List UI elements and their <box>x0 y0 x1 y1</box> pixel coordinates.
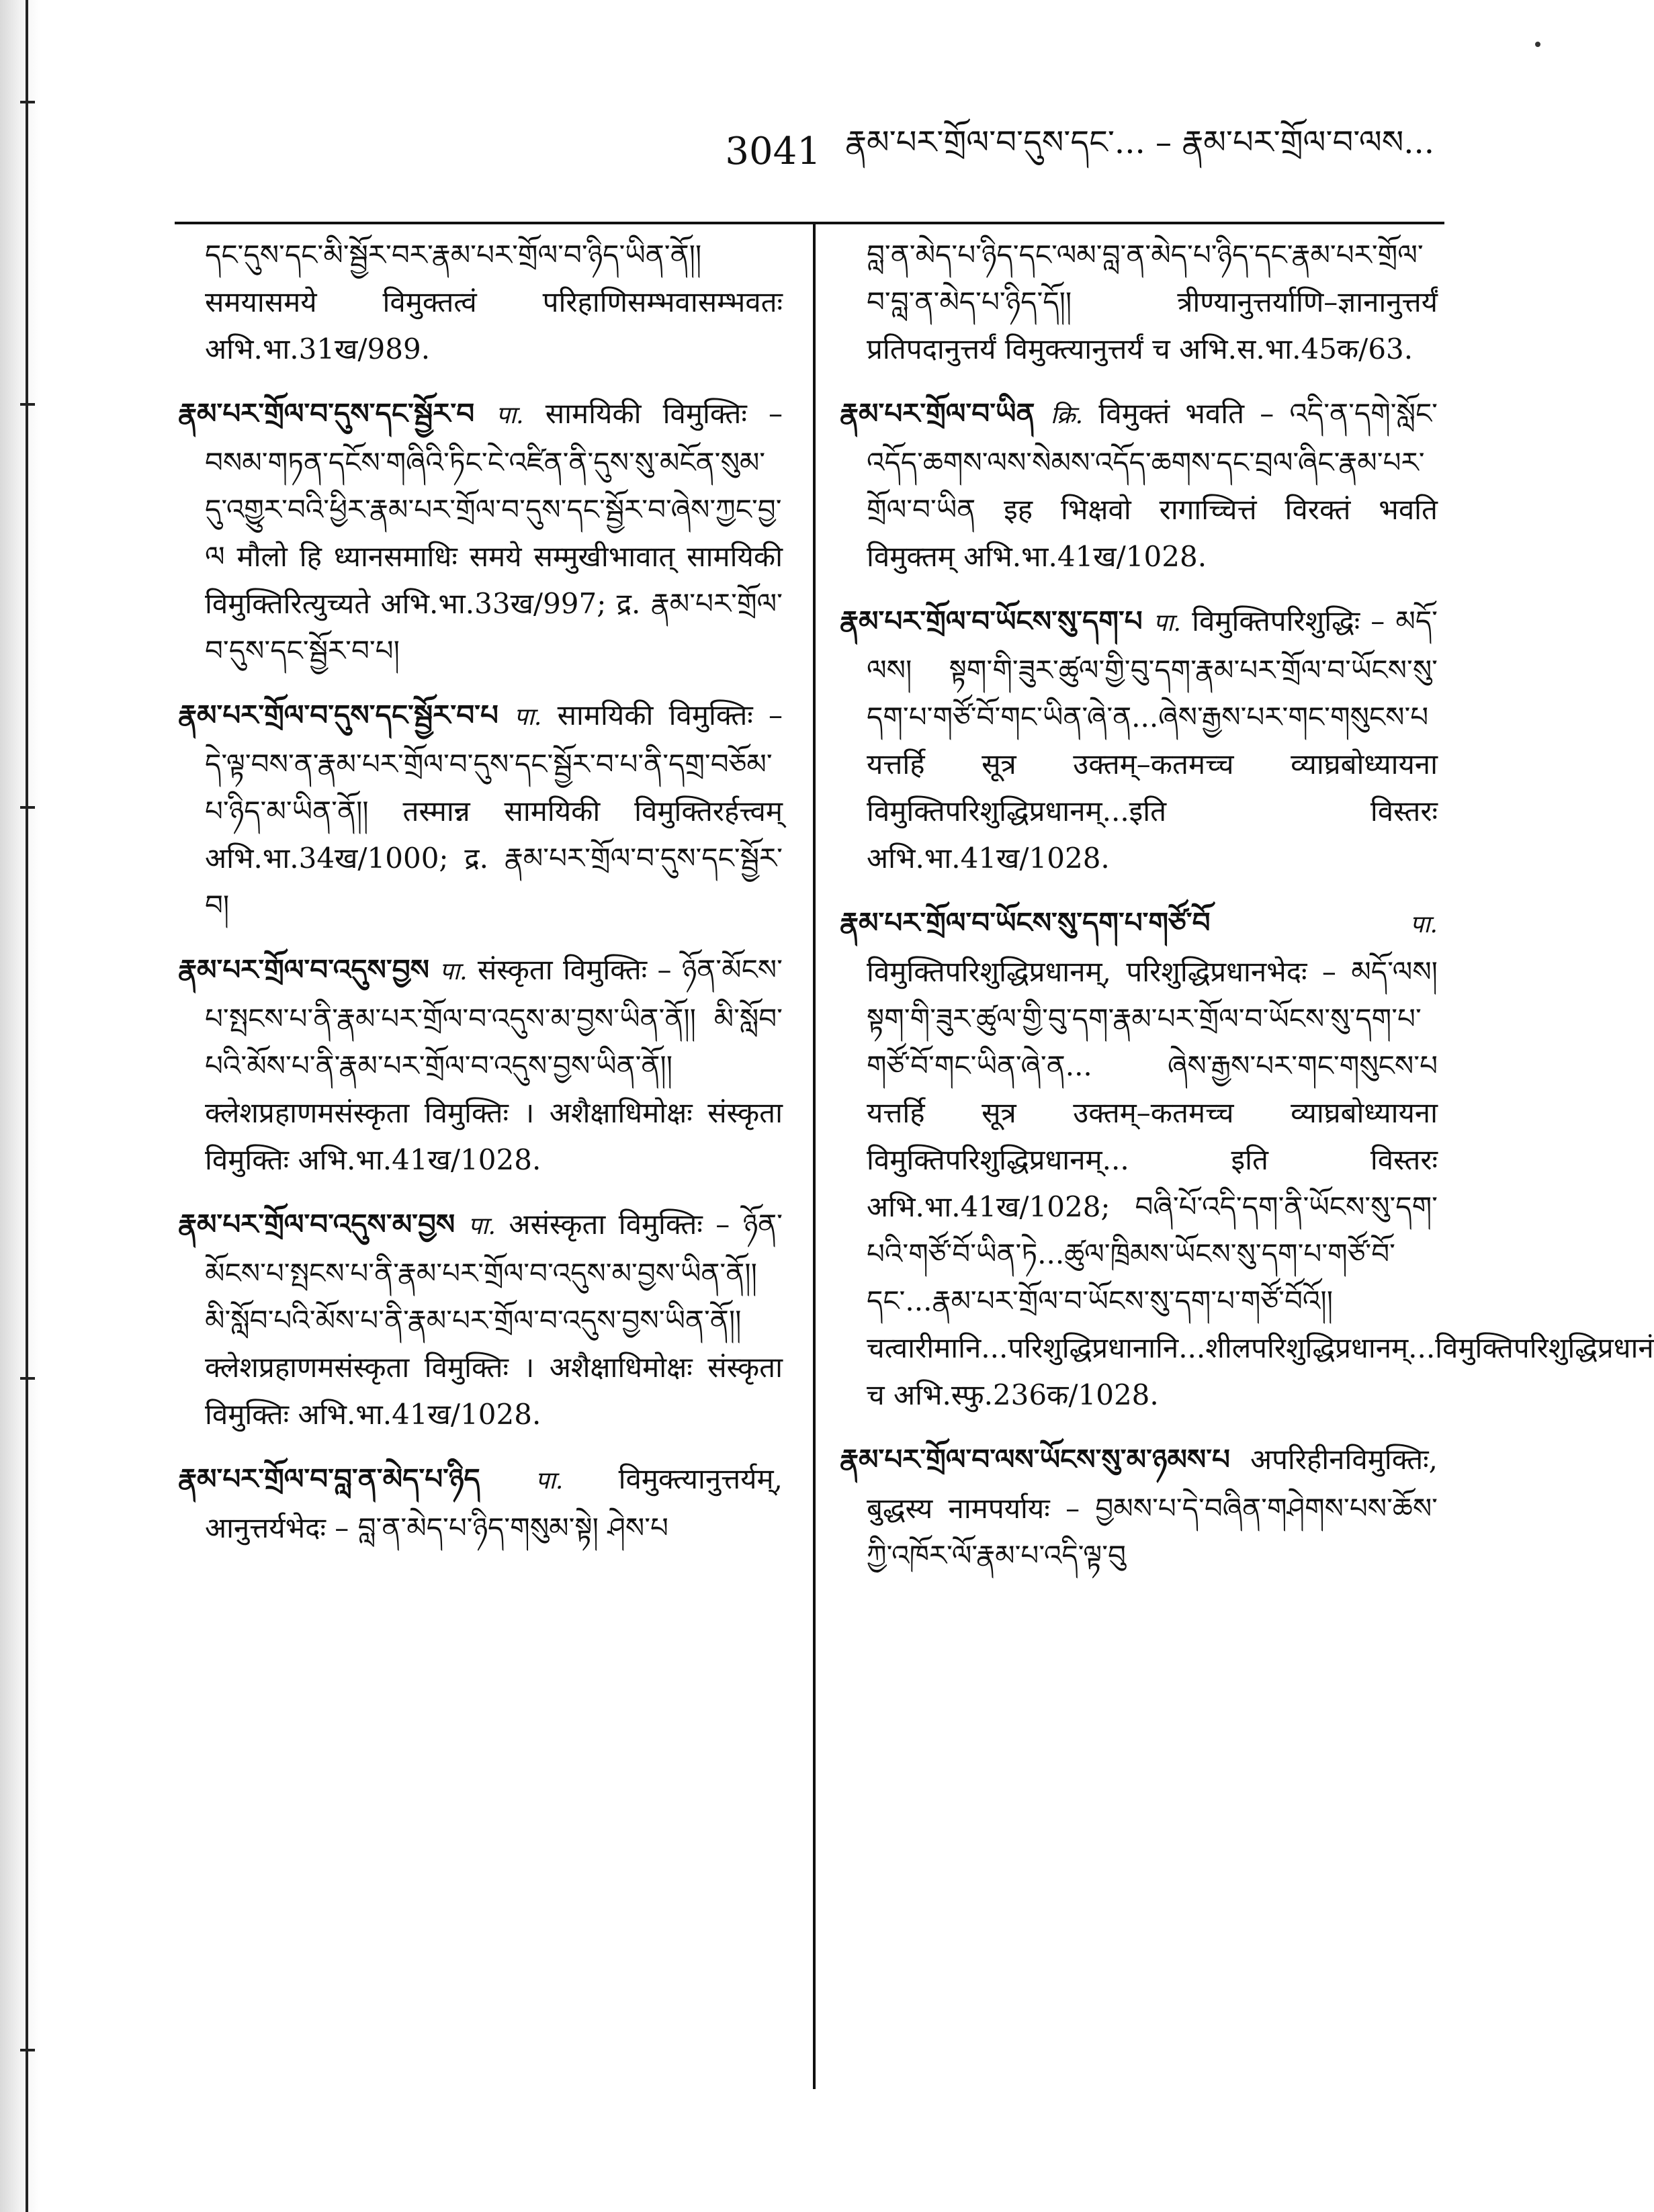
page-header <box>725 121 1434 181</box>
dictionary-entry <box>840 1436 1438 1579</box>
scan-speck <box>1535 42 1540 47</box>
entry-body: सामयिकी विमुक्तिः – བསམ་གཏན་དངོས་གཞིའི་ཏིང་ངེ་འཛིན་ནི་དུས་སུ་མངོན་སུམ་དུ་འགྱུར་བའི་ཕྱིར་རྣམ་པར་གྲོལ་བ་དུས་དང་སྦྱོར་བ་ཞེས་ཀྱང་བྱ་ལ मौलो हि ध्यानसमाधिः समये सम्मुखीभावात् सामयिकी विमुक्तिरित्युच्यते अभि.भा.33ख/997; द्र. རྣམ་པར་གྲོལ་བ་དུས་དང་སྦྱོར་བ་པ། <box>205 397 783 667</box>
entry-headword: རྣམ་པར་གྲོལ་བ་འདུས་མ་བྱས <box>178 1208 455 1241</box>
entry-abbreviation: पा. <box>1409 911 1438 938</box>
entry-body: संस्कृता विमुक्तिः – ཉོན་མོངས་པ་སྤངས་པ་ནི་རྣམ་པར་གྲོལ་བ་འདུས་མ་བྱས་ཡིན་ནོ།། མི་སློབ་པའི་མོས་པ་ནི་རྣམ་པར་གྲོལ་བ་འདུས་བྱས་ཡིན་ནོ།། क्लेशप्रहाणमसंस्कृता विमुक्तिः । अशैक्षाधिमोक्षः संस्कृता विमुक्तिः अभि.भा.41ख/1028. <box>205 953 783 1176</box>
dictionary-entry <box>178 390 783 674</box>
entry-abbreviation: पा. <box>1153 609 1181 637</box>
dictionary-entry <box>178 946 783 1184</box>
entry-body: सामयिकी विमुक्तिः – དེ་ལྟ་བས་ན་རྣམ་པར་གྲོལ་བ་དུས་དང་སྦྱོར་བ་པ་ནི་དགྲ་བཅོམ་པ་ཉིད་མ་ཡིན་ནོ།། तस्मान्न सामयिकी विमुक्तिरर्हत्त्वम् अभि.भा.34ख/1000; द्र. རྣམ་པར་གྲོལ་བ་དུས་དང་སྦྱོར་བ། <box>205 699 783 922</box>
running-head: རྣམ་པར་གྲོལ་བ་དུས་དང་... – རྣམ་པར་གྲོལ་བ་ལས... <box>844 123 1434 161</box>
entry-headword: རྣམ་པར་གྲོལ་བ་འདུས་བྱས <box>178 953 429 986</box>
entry-abbreviation: पा. <box>496 402 524 429</box>
entry-headword: རྣམ་པར་གྲོལ་བ་ཡིན <box>840 397 1035 430</box>
dictionary-entry <box>840 899 1654 1419</box>
dictionary-entry <box>840 232 1438 373</box>
binding-tick <box>20 1377 35 1380</box>
entry-body: དང་དུས་དང་མི་སྦྱོར་བར་རྣམ་པར་གྲོལ་བ་ཉིད་ཡིན་ནོ།། समयासमये विमुक्तत्वं परिहाणिसम्भवासम्भवतः अभि.भा.31ख/989. <box>205 238 783 365</box>
dictionary-entry <box>178 232 783 373</box>
binding-tick <box>20 806 35 809</box>
column-divider <box>813 222 816 2089</box>
dictionary-entry <box>178 1456 783 1552</box>
entry-body: विमुक्तं भवति – འདི་ན་དགེ་སློང་འདོད་ཆགས་ལས་སེམས་འདོད་ཆགས་དང་བྲལ་ཞིང་རྣམ་པར་གྲོལ་བ་ཡིན इह भिक्षवो रागाच्चित्तं विरक्तं भवति विमुक्तम् अभि.भा.41ख/1028. <box>867 397 1438 573</box>
entry-headword: རྣམ་པར་གྲོལ་བ་ཡོངས་སུ་དག་པ་གཙོ་བོ <box>840 906 1211 939</box>
binding-tick <box>20 2049 35 2051</box>
entry-body: विमुक्तिपरिशुद्धिः – མདོ་ལས། སྟག་གི་ཟུར་ཚུལ་གྱི་བུ་དག་རྣམ་པར་གྲོལ་བ་ཡོངས་སུ་དག་པ་གཙོ་བོ་གང་ཡིན་ཞེ་ན...ཞེས་རྒྱས་པར་གང་གསུངས་པ यत्तर्हि सूत्र उक्तम्–कतमच्च व्याघ्रबोध्यायना विमुक्तिपरिशुद्धिप्रधानम्...इति विस्तरः अभि.भा.41ख/1028. <box>867 605 1438 875</box>
header-rule <box>175 222 1444 224</box>
entry-body: विमुक्तिपरिशुद्धिप्रधानम्, परिशुद्धिप्रधानभेदः – མདོ་ལས། སྟག་གི་ཟུར་ཚུལ་གྱི་བུ་དག་རྣམ་པར་གྲོལ་བ་ཡོངས་སུ་དག་པ་གཙོ་བོ་གང་ཡིན་ཞེ་ན... ཞེས་རྒྱས་པར་གང་གསུངས་པ यत्तर्हि सूत्र उक्तम्–कतमच्च व्याघ्रबोध्यायना विमुक्तिपरिशुद्धिप्रधानम्... इति विस्तरः अभि.भा.41ख/1028; བཞི་པོ་འདི་དག་ནི་ཡོངས་སུ་དག་པའི་གཙོ་བོ་ཡིན་ཏེ...ཚུལ་ཁྲིམས་ཡོངས་སུ་དག་པ་གཙོ་བོ་དང་...རྣམ་པར་གྲོལ་བ་ཡོངས་སུ་དག་པ་གཙོ་བོའོ།། चत्वारीमानि...परिशुद्धिप्रधानानि...शीलपरिशुद्धिप्रधानम्...विमुक्तिपरिशुद्धिप्रधानं च अभि.स्फु.236क/1028. <box>867 955 1654 1411</box>
entry-body: असंस्कृता विमुक्तिः – ཉོན་མོངས་པ་སྤངས་པ་ནི་རྣམ་པར་གྲོལ་བ་འདུས་མ་བྱས་ཡིན་ནོ།། མི་སློབ་པའི་མོས་པ་ནི་རྣམ་པར་གྲོལ་བ་འདུས་བྱས་ཡིན་ནོ།། क्लेशप्रहाणमसंस्कृता विमुक्तिः । अशैक्षाधिमोक्षः संस्कृता विमुक्तिः अभि.भा.41ख/1028. <box>205 1208 783 1431</box>
entry-body: विमुक्त्यानुत्तर्यम्, आनुत्तर्यभेदः – བླ་ན་མེད་པ་ཉིད་གསུམ་སྟེ། ཤེས་པ <box>205 1462 783 1544</box>
entry-abbreviation: क्रि. <box>1050 402 1084 429</box>
entry-abbreviation: पा. <box>439 958 468 985</box>
entry-body: अपरिहीनविमुक्तिः, बुद्धस्य नामपर्यायः – བྱམས་པ་དེ་བཞིན་གཤེགས་པས་ཆོས་ཀྱི་འཁོར་ལོ་རྣམ་པ་འདི་ལྟ་བུ <box>867 1443 1438 1572</box>
dictionary-entry <box>840 390 1438 580</box>
binding-tick <box>20 403 35 406</box>
dictionary-entry <box>178 692 783 929</box>
entry-body: བླ་ན་མེད་པ་ཉིད་དང་ལམ་བླ་ན་མེད་པ་ཉིད་དང་རྣམ་པར་གྲོལ་བ་བླ་ན་མེད་པ་ཉིད་དོ།། त्रीण्यानुत्तर्याणि–ज्ञानानुत्तर्यं प्रतिपदानुत्तर्यं विमुक्त्यानुत्तर्यं च अभि.स.भा.45क/63. <box>867 238 1438 365</box>
binding-tick <box>20 101 35 103</box>
right-column <box>840 232 1654 1597</box>
entry-headword: རྣམ་པར་གྲོལ་བ་དུས་དང་སྦྱོར་བ <box>178 397 475 430</box>
entry-abbreviation: पा. <box>535 1467 564 1495</box>
dictionary-entry <box>178 1201 783 1438</box>
entry-abbreviation: पा. <box>468 1212 496 1240</box>
entry-headword: རྣམ་པར་གྲོལ་བ་ཡོངས་སུ་དག་པ <box>840 605 1143 637</box>
entry-headword: རྣམ་པར་གྲོལ་བ་དུས་དང་སྦྱོར་བ་པ <box>178 699 498 732</box>
entry-headword: རྣམ་པར་གྲོལ་བ་ལས་ཡོངས་སུ་མ་ཉམས་པ <box>840 1443 1230 1476</box>
page-number: 3041 <box>725 129 821 173</box>
entry-headword: རྣམ་པར་གྲོལ་བ་བླ་ན་མེད་པ་ཉིད <box>178 1462 480 1495</box>
entry-abbreviation: पा. <box>514 703 542 731</box>
left-column <box>178 232 783 1569</box>
dictionary-entry <box>840 598 1438 882</box>
binding-line <box>26 0 28 2212</box>
scan-binding-edge <box>0 0 40 2212</box>
